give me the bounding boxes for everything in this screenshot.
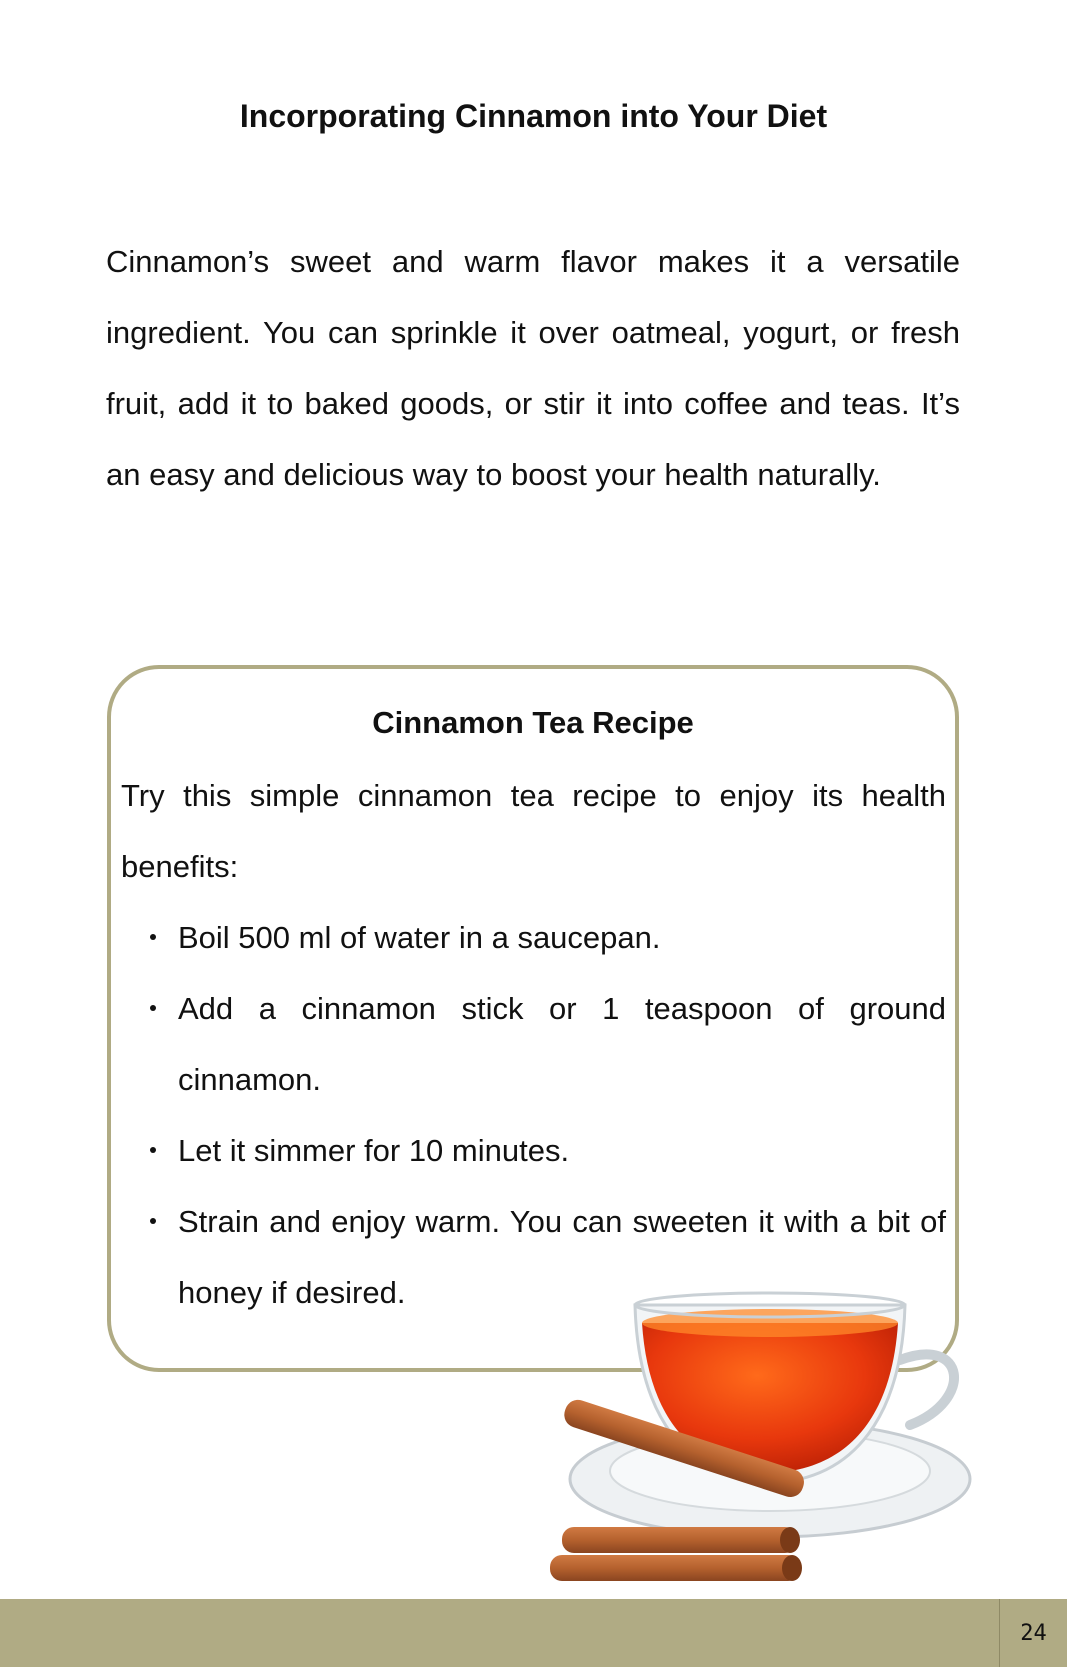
step-text: Let it simmer for 10 minutes. (178, 1133, 570, 1168)
bullet-icon (150, 1218, 156, 1224)
intro-paragraph: Cinnamon’s sweet and warm flavor makes it a versatile ingredient. You can sprinkle it over oatmeal, yogurt, or fresh fruit, add it to baked goods, or stir it into coffee and teas. It’s an easy and delicious way to boost your health naturally. (106, 244, 960, 492)
section-title: Incorporating Cinnamon into Your Diet (239, 98, 828, 134)
recipe-intro: Try this simple cinnamon tea recipe to enjoy its health benefits: (121, 778, 946, 884)
list-item (121, 902, 946, 973)
step-text: Strain and enjoy warm. You can sweeten it with a bit of honey if desired. (178, 1204, 946, 1310)
page-number: 24 (1020, 1620, 1047, 1646)
list-item (121, 1115, 946, 1186)
recipe-title: Cinnamon Tea Recipe (372, 705, 694, 740)
step-text: Add a cinnamon stick or 1 teaspoon of ground cinnamon. (178, 991, 946, 1097)
bullet-icon (150, 934, 156, 940)
bullet-icon (150, 1005, 156, 1011)
page-number-box (999, 1599, 1067, 1667)
tea-cup-with-cinnamon-sticks-icon (530, 1265, 1000, 1610)
footer-band (0, 1599, 1067, 1667)
bullet-icon (150, 1147, 156, 1153)
step-text: Boil 500 ml of water in a saucepan. (178, 920, 661, 955)
list-item (121, 973, 946, 1115)
